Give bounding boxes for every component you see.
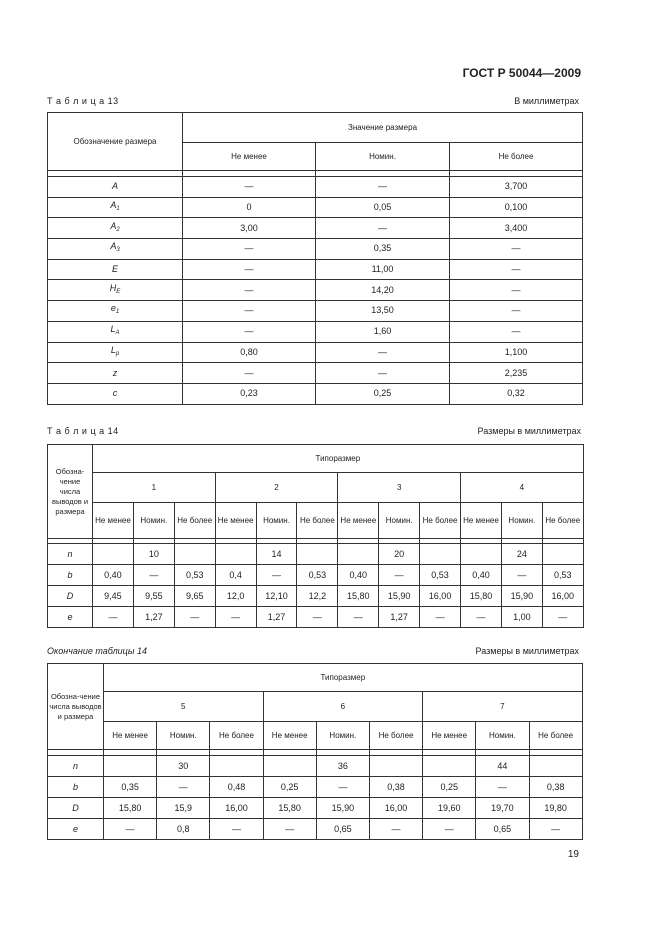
value-cell-max: 1,100 bbox=[450, 342, 583, 363]
table13-designation-header: Обозначение размера bbox=[48, 113, 183, 171]
symbol: b bbox=[72, 781, 78, 792]
table-row bbox=[48, 777, 583, 798]
table14-designation-label: Обозна-чение числа выводов и размера bbox=[51, 466, 89, 516]
value-cell bbox=[210, 756, 263, 777]
value-cell: 0,53 bbox=[297, 565, 338, 586]
value-cell: — bbox=[104, 819, 157, 840]
value-cell bbox=[93, 544, 134, 565]
table14b bbox=[47, 663, 583, 840]
value-cell-min: — bbox=[183, 239, 316, 260]
value-cell: — bbox=[133, 565, 174, 586]
table-row bbox=[48, 383, 583, 404]
designation-cell bbox=[48, 259, 183, 280]
subheader-max: Не более bbox=[210, 722, 263, 750]
table-row bbox=[48, 301, 583, 322]
value-cell: — bbox=[338, 607, 379, 628]
table-row bbox=[48, 197, 583, 218]
value-cell: 9,65 bbox=[174, 586, 215, 607]
value-cell: — bbox=[529, 819, 582, 840]
value-cell: 19,60 bbox=[423, 798, 476, 819]
typesize-4: 4 bbox=[461, 473, 584, 503]
symbol: e bbox=[72, 823, 78, 834]
symbol-subscript: p bbox=[115, 350, 120, 357]
subheader-nom: Номин. bbox=[316, 722, 369, 750]
value-cell: 16,00 bbox=[369, 798, 422, 819]
table-row bbox=[48, 544, 584, 565]
value-cell bbox=[263, 756, 316, 777]
value-cell-min: 3,00 bbox=[183, 218, 316, 239]
subheader-min: Не менее bbox=[104, 722, 157, 750]
value-cell: — bbox=[157, 777, 210, 798]
designation-cell bbox=[48, 301, 183, 322]
designation-cell bbox=[48, 607, 93, 628]
value-cell-min: — bbox=[183, 177, 316, 198]
value-cell-min: 0,80 bbox=[183, 342, 316, 363]
subheader-min: Не менее bbox=[461, 503, 502, 539]
value-cell: 1,27 bbox=[379, 607, 420, 628]
value-cell-nom: — bbox=[316, 218, 450, 239]
page-number: 19 bbox=[567, 849, 579, 860]
symbol: n bbox=[67, 548, 73, 559]
value-cell: 15,90 bbox=[501, 586, 542, 607]
value-cell: 0,8 bbox=[157, 819, 210, 840]
value-cell: — bbox=[461, 607, 502, 628]
value-cell: — bbox=[93, 607, 134, 628]
value-cell: 0,38 bbox=[369, 777, 422, 798]
subheader-max: Не более bbox=[174, 503, 215, 539]
value-cell-nom: — bbox=[316, 363, 450, 384]
designation-cell bbox=[48, 280, 183, 301]
symbol: c bbox=[112, 388, 118, 399]
table14b-designation-label: Обозна-чение числа выводов и размера bbox=[49, 691, 102, 721]
symbol: z bbox=[112, 367, 118, 378]
table14b-typesize-header: Типоразмер bbox=[104, 664, 583, 692]
value-cell: — bbox=[369, 819, 422, 840]
designation-cell bbox=[48, 321, 183, 342]
table-row bbox=[48, 321, 583, 342]
typesize-5: 5 bbox=[104, 692, 264, 722]
designation-cell bbox=[48, 363, 183, 384]
subheader-max: Не более bbox=[420, 503, 461, 539]
value-cell-max: — bbox=[450, 301, 583, 322]
value-cell bbox=[461, 544, 502, 565]
value-cell: 15,90 bbox=[379, 586, 420, 607]
table-row bbox=[48, 342, 583, 363]
subheader-nom: Номин. bbox=[476, 722, 529, 750]
value-cell: 0,40 bbox=[338, 565, 379, 586]
value-cell-nom: 0,25 bbox=[316, 383, 450, 404]
subheader-min: Не менее bbox=[338, 503, 379, 539]
value-cell-max: 0,32 bbox=[450, 383, 583, 404]
value-cell: 24 bbox=[501, 544, 542, 565]
table14-caption: Т а б л и ц а 14 bbox=[47, 426, 119, 436]
value-cell: 12,2 bbox=[297, 586, 338, 607]
value-cell bbox=[104, 756, 157, 777]
designation-cell bbox=[48, 798, 104, 819]
value-cell: — bbox=[210, 819, 263, 840]
subheader-min: Не менее bbox=[215, 503, 256, 539]
value-cell: 15,80 bbox=[263, 798, 316, 819]
value-cell-max: — bbox=[450, 280, 583, 301]
value-cell: 19,80 bbox=[529, 798, 582, 819]
table-row bbox=[48, 586, 584, 607]
value-cell-min: — bbox=[183, 321, 316, 342]
value-cell-max: — bbox=[450, 321, 583, 342]
value-cell-nom: 14,20 bbox=[316, 280, 450, 301]
table13-caption: Т а б л и ц а 13 bbox=[47, 96, 119, 106]
designation-cell bbox=[48, 565, 93, 586]
value-cell: 15,90 bbox=[316, 798, 369, 819]
table13-nom-header: Номин. bbox=[316, 143, 450, 171]
value-cell-min: — bbox=[183, 259, 316, 280]
value-cell: 16,00 bbox=[210, 798, 263, 819]
subheader-min: Не менее bbox=[263, 722, 316, 750]
table-row bbox=[48, 363, 583, 384]
designation-cell bbox=[48, 819, 104, 840]
value-cell: — bbox=[215, 607, 256, 628]
value-cell: 0,40 bbox=[461, 565, 502, 586]
value-cell: — bbox=[263, 819, 316, 840]
symbol-subscript: 1 bbox=[116, 206, 120, 213]
subheader-nom: Номин. bbox=[379, 503, 420, 539]
table14b-designation-header bbox=[48, 664, 104, 750]
value-cell: 1,27 bbox=[133, 607, 174, 628]
value-cell: 15,80 bbox=[338, 586, 379, 607]
table-row bbox=[48, 565, 584, 586]
value-cell bbox=[369, 756, 422, 777]
value-cell bbox=[529, 756, 582, 777]
value-cell-max: 0,100 bbox=[450, 197, 583, 218]
table-row bbox=[48, 239, 583, 260]
value-cell: — bbox=[423, 819, 476, 840]
value-cell: 14 bbox=[256, 544, 297, 565]
symbol: E bbox=[111, 264, 118, 275]
value-cell: — bbox=[420, 607, 461, 628]
table13-value-header: Значение размера bbox=[183, 113, 583, 143]
value-cell bbox=[174, 544, 215, 565]
table13-min-header: Не менее bbox=[183, 143, 316, 171]
value-cell-max: — bbox=[450, 259, 583, 280]
value-cell: 19,70 bbox=[476, 798, 529, 819]
value-cell-nom: — bbox=[316, 177, 450, 198]
symbol: A bbox=[110, 220, 117, 231]
typesize-3: 3 bbox=[338, 473, 461, 503]
value-cell-nom: 13,50 bbox=[316, 301, 450, 322]
value-cell-max: 2,235 bbox=[450, 363, 583, 384]
value-cell: 0,40 bbox=[93, 565, 134, 586]
designation-cell bbox=[48, 342, 183, 363]
value-cell-min: — bbox=[183, 363, 316, 384]
value-cell-max: — bbox=[450, 239, 583, 260]
value-cell: 1,27 bbox=[256, 607, 297, 628]
value-cell bbox=[420, 544, 461, 565]
symbol: L bbox=[110, 344, 116, 355]
designation-cell bbox=[48, 197, 183, 218]
symbol: n bbox=[72, 760, 78, 771]
table14-unit: Размеры в миллиметрах bbox=[477, 426, 581, 436]
value-cell-nom: 0,05 bbox=[316, 197, 450, 218]
value-cell: 44 bbox=[476, 756, 529, 777]
designation-cell bbox=[48, 177, 183, 198]
value-cell: — bbox=[174, 607, 215, 628]
value-cell: 0,53 bbox=[174, 565, 215, 586]
table-row bbox=[48, 280, 583, 301]
value-cell: 9,55 bbox=[133, 586, 174, 607]
value-cell-max: 3,400 bbox=[450, 218, 583, 239]
symbol: D bbox=[66, 590, 74, 601]
value-cell-nom: 1,60 bbox=[316, 321, 450, 342]
symbol: A bbox=[110, 241, 117, 252]
table14-typesize-header: Типоразмер bbox=[93, 445, 584, 473]
value-cell-max: 3,700 bbox=[450, 177, 583, 198]
value-cell-min: 0 bbox=[183, 197, 316, 218]
designation-cell bbox=[48, 544, 93, 565]
subheader-max: Не более bbox=[529, 722, 582, 750]
symbol: A bbox=[110, 200, 117, 211]
table-row bbox=[48, 756, 583, 777]
value-cell: 0,65 bbox=[476, 819, 529, 840]
table-row bbox=[48, 177, 583, 198]
value-cell: — bbox=[316, 777, 369, 798]
value-cell bbox=[423, 756, 476, 777]
subheader-nom: Номин. bbox=[501, 503, 542, 539]
designation-cell bbox=[48, 586, 93, 607]
value-cell: 16,00 bbox=[420, 586, 461, 607]
typesize-2: 2 bbox=[215, 473, 338, 503]
value-cell-min: — bbox=[183, 301, 316, 322]
subheader-nom: Номин. bbox=[157, 722, 210, 750]
designation-cell bbox=[48, 383, 183, 404]
designation-cell bbox=[48, 239, 183, 260]
subheader-nom: Номин. bbox=[133, 503, 174, 539]
subheader-min: Не менее bbox=[423, 722, 476, 750]
value-cell: 10 bbox=[133, 544, 174, 565]
value-cell-nom: 11,00 bbox=[316, 259, 450, 280]
value-cell bbox=[338, 544, 379, 565]
table14b-caption: Окончание таблицы 14 bbox=[47, 646, 147, 656]
table-row bbox=[48, 607, 584, 628]
value-cell: 0,25 bbox=[263, 777, 316, 798]
value-cell: — bbox=[501, 565, 542, 586]
value-cell: 0,53 bbox=[542, 565, 583, 586]
value-cell-nom: — bbox=[316, 342, 450, 363]
value-cell: — bbox=[476, 777, 529, 798]
value-cell bbox=[542, 544, 583, 565]
value-cell: 30 bbox=[157, 756, 210, 777]
value-cell: 1,00 bbox=[501, 607, 542, 628]
value-cell: 0,65 bbox=[316, 819, 369, 840]
value-cell: — bbox=[256, 565, 297, 586]
value-cell: 16,00 bbox=[542, 586, 583, 607]
subheader-min: Не менее bbox=[93, 503, 134, 539]
value-cell: 12,0 bbox=[215, 586, 256, 607]
table-row bbox=[48, 798, 583, 819]
table-row bbox=[48, 218, 583, 239]
typesize-7: 7 bbox=[423, 692, 583, 722]
table-row bbox=[48, 819, 583, 840]
table14b-unit: Размеры в миллиметрах bbox=[475, 646, 579, 656]
symbol-subscript: 1 bbox=[115, 309, 120, 316]
subheader-nom: Номин. bbox=[256, 503, 297, 539]
value-cell bbox=[297, 544, 338, 565]
typesize-6: 6 bbox=[263, 692, 423, 722]
value-cell-min: — bbox=[183, 280, 316, 301]
symbol: e bbox=[67, 611, 73, 622]
standard-header: ГОСТ Р 50044—2009 bbox=[462, 66, 581, 80]
value-cell bbox=[215, 544, 256, 565]
designation-cell bbox=[48, 777, 104, 798]
symbol-subscript: 3 bbox=[116, 247, 120, 254]
symbol: H bbox=[109, 282, 117, 293]
value-cell: — bbox=[542, 607, 583, 628]
subheader-max: Не более bbox=[542, 503, 583, 539]
table14-designation-header bbox=[48, 445, 93, 539]
table13-max-header: Не более bbox=[450, 143, 583, 171]
designation-cell bbox=[48, 218, 183, 239]
symbol: e bbox=[110, 303, 116, 314]
value-cell: 0,53 bbox=[420, 565, 461, 586]
value-cell: 0,38 bbox=[529, 777, 582, 798]
typesize-1: 1 bbox=[93, 473, 216, 503]
table13-unit: В миллиметрах bbox=[514, 96, 579, 106]
value-cell: 12,10 bbox=[256, 586, 297, 607]
subheader-max: Не более bbox=[297, 503, 338, 539]
value-cell: 0,25 bbox=[423, 777, 476, 798]
table13 bbox=[47, 112, 583, 405]
table14 bbox=[47, 444, 584, 628]
symbol-subscript: A bbox=[115, 330, 120, 337]
value-cell: 15,80 bbox=[104, 798, 157, 819]
value-cell: 9,45 bbox=[93, 586, 134, 607]
value-cell: 15,80 bbox=[461, 586, 502, 607]
value-cell: 20 bbox=[379, 544, 420, 565]
designation-cell bbox=[48, 756, 104, 777]
value-cell: 36 bbox=[316, 756, 369, 777]
value-cell: 0,48 bbox=[210, 777, 263, 798]
value-cell: 0,35 bbox=[104, 777, 157, 798]
symbol: b bbox=[67, 569, 73, 580]
subheader-max: Не более bbox=[369, 722, 422, 750]
symbol: D bbox=[72, 802, 79, 813]
symbol-subscript: E bbox=[116, 288, 121, 295]
value-cell-nom: 0,35 bbox=[316, 239, 450, 260]
value-cell-min: 0,23 bbox=[183, 383, 316, 404]
symbol: A bbox=[111, 181, 118, 192]
value-cell: — bbox=[297, 607, 338, 628]
value-cell: — bbox=[379, 565, 420, 586]
symbol-subscript: 2 bbox=[116, 226, 120, 233]
symbol: L bbox=[110, 324, 116, 335]
value-cell: 15,9 bbox=[157, 798, 210, 819]
table-row bbox=[48, 259, 583, 280]
value-cell: 0,4 bbox=[215, 565, 256, 586]
